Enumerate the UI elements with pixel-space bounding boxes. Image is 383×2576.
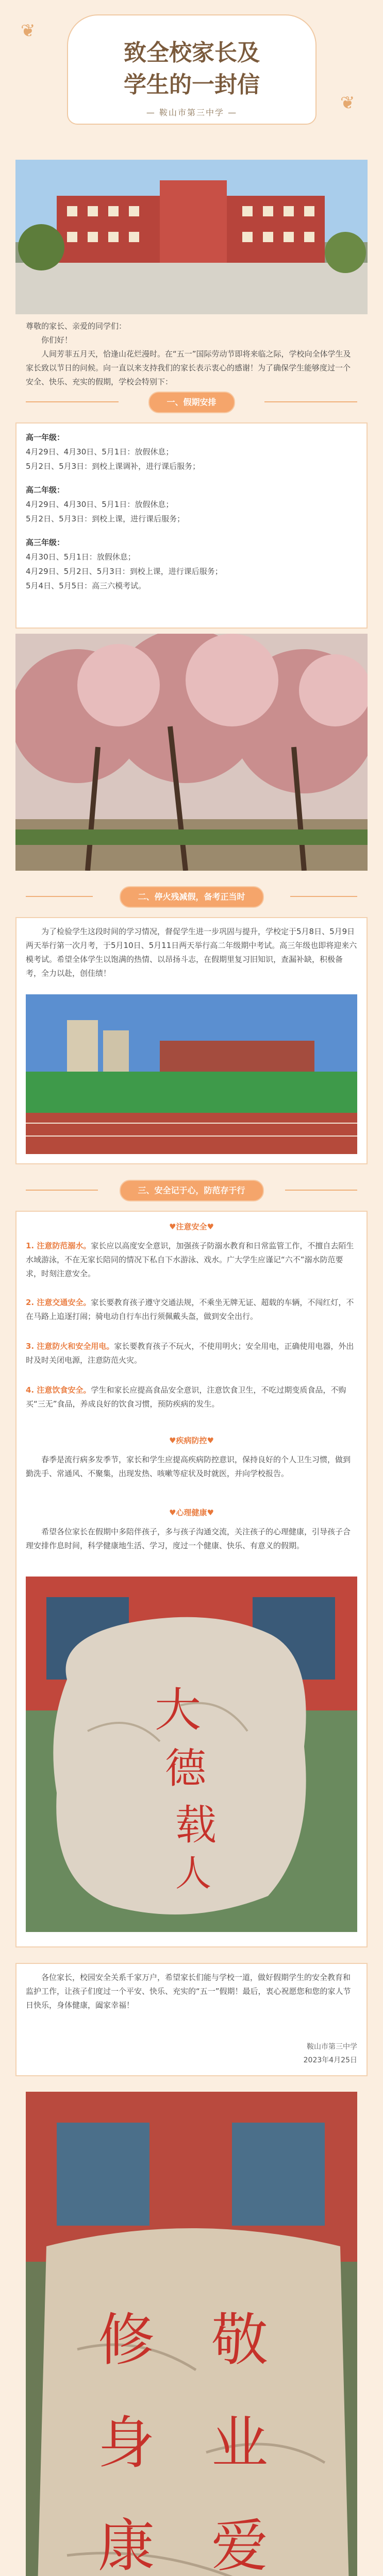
signature-date: 2023年4月25日 <box>303 2056 357 2064</box>
safety-item-4-label: 4. 注意饮食安全。 <box>26 1385 91 1395</box>
grade-1-line-a: 4月29日、4月30日、5月1日：放假休息； <box>26 447 174 456</box>
disease-heading: ♥疾病防控♥ <box>169 1436 214 1445</box>
grade-3-line-c: 5月4日、5月5日：高三六模考试。 <box>26 581 146 590</box>
header <box>0 0 383 155</box>
svg-text:康: 康 <box>98 2513 155 2576</box>
cherry-blossom-photo <box>15 634 368 871</box>
section-header-3 <box>15 1180 368 1200</box>
closing-body: 各位家长，校园安全关系千家万户，希望家长们能与学校一道，做好假期学生的安全教育和监护工作，让孩子们度过一个平安、快乐、充实的“五一”假期！最后，衷心祝愿您和您的家人节日快乐，身体健康，阖家幸福！ <box>26 1973 351 2010</box>
svg-text:身: 身 <box>98 2410 155 2476</box>
svg-text:人: 人 <box>175 1852 211 1894</box>
safety-item-3-label: 3. 注意防火和安全用电。 <box>26 1342 114 1351</box>
grade-3-heading: 高三年级： <box>26 538 65 547</box>
stone-inscription-photo <box>26 1577 357 1932</box>
section-title-3: 三、安全记于心，防范存于行 <box>119 1180 263 1201</box>
intro-body: 人间芳菲五月天，恰逢山花烂漫时。在“五一”国际劳动节即将来临之际，学校向全体学生及家长致以节日的问候。向一直以来支持我们的家长表示衷心的感谢！为了确保学生能够度过一个安全、快乐、充实的假期，学校会特别下： <box>26 349 351 386</box>
divider <box>26 1190 98 1191</box>
divider <box>26 896 93 897</box>
hello: 你们好！ <box>41 335 73 345</box>
svg-text:修: 修 <box>98 2307 155 2373</box>
safety-item-4 <box>26 1383 357 1411</box>
safety-item-4-text: 学生和家长应提高食品安全意识，注意饮食卫生，不吃过期变质食品，不购买“三无”食品，养成良好的饮食习惯，预防疾病的发生。 <box>26 1385 346 1409</box>
schedule-list <box>26 430 357 593</box>
svg-text:业: 业 <box>211 2410 268 2476</box>
stone-motto-photo <box>26 2092 357 2576</box>
section-header-1 <box>15 392 368 412</box>
svg-text:载: 载 <box>175 1801 217 1849</box>
page-title <box>68 15 315 101</box>
title-line-1: 致全校家长及 <box>124 40 260 66</box>
title-card <box>67 14 317 125</box>
safety-item-1-label: 1. 注意防范溺水。 <box>26 1241 91 1250</box>
grade-3-line-a: 4月30日、5月1日：放假休息； <box>26 552 136 562</box>
leaf-icon: ❦ <box>340 93 355 113</box>
divider <box>264 401 357 402</box>
grade-2-line-b: 5月2日、5月3日：到校上课，进行课后服务； <box>26 514 185 523</box>
grade-1-heading: 高一年级： <box>26 433 65 442</box>
divider <box>290 896 357 897</box>
signature-school: 鞍山市第三中学 <box>307 2043 357 2051</box>
section-title-2: 二、停火残减假，备考正当时 <box>119 886 263 908</box>
sports-field-photo <box>26 994 357 1154</box>
exam-body: 为了检验学生这段时间的学习情况，督促学生进一步巩固与提升，学校定于5月8日、5月9日两天举行第一次月考，于5月10日、5月11日两天举行高二年级期中考试。高三年级也即将迎来六模考试。希望全体学生以饱满的热情、以昂扬斗志，在假期里复习旧知识，查漏补缺，积极备考，全力以赴，创佳绩！ <box>26 927 357 978</box>
greeting: 尊敬的家长、亲爱的同学们： <box>26 321 127 331</box>
section-title-1: 一、假期安排 <box>148 392 235 413</box>
mental-heading: ♥心理健康♥ <box>169 1508 214 1517</box>
safety-item-1-text: 家长应以高度安全意识，加强孩子防溺水教育和日常监管工作，不擅自去陌生水域游泳，不在无家长陪同的情况下私自下水游泳、戏水。广大学生应谨记“六不”溺水防范要求，时刻注意安全。 <box>26 1241 354 1278</box>
title-line-2: 学生的一封信 <box>124 72 260 98</box>
safety-item-1 <box>26 1239 357 1281</box>
school-building-photo <box>15 160 368 314</box>
svg-text:爱: 爱 <box>211 2513 268 2576</box>
svg-text:大: 大 <box>155 1683 201 1737</box>
safety-item-3 <box>26 1340 357 1367</box>
grade-3-line-b: 4月29日、5月2日、5月3日：到校上课，进行课后服务； <box>26 567 223 576</box>
disease-text: 春季是流行病多发季节，家长和学生应提高疾病防控意识，保持良好的个人卫生习惯，做到勤洗手、常通风、不聚集，出现发热、咳嗽等症状及时就医，并向学校报告。 <box>26 1455 351 1478</box>
mental-text: 希望各位家长在假期中多陪伴孩子，多与孩子沟通交流，关注孩子的心理健康，引导孩子合理安排作息时间，科学健康地生活、学习，度过一个健康、快乐、有意义的假期。 <box>26 1527 351 1550</box>
grade-2-heading: 高二年级： <box>26 485 65 495</box>
grade-1-line-b: 5月2日、5月3日：到校上课调补，进行课后服务； <box>26 462 201 471</box>
grade-2-line-a: 4月29日、4月30日、5月1日：放假休息； <box>26 500 174 509</box>
signature <box>304 2040 357 2067</box>
divider <box>26 401 119 402</box>
safety-item-3-text: 家长要教育孩子不玩火，不使用明火；安全用电，正确使用电器，外出时及时关闭电源，注意防范火灾。 <box>26 1342 354 1365</box>
page-subtitle: — 鞍山市第三中学 — <box>146 108 238 117</box>
divider <box>285 1190 357 1191</box>
leaf-icon: ❦ <box>21 21 36 41</box>
safety-item-2-label: 2. 注意交通安全。 <box>26 1298 91 1307</box>
section-header-2 <box>15 886 368 907</box>
svg-text:德: 德 <box>165 1744 206 1792</box>
svg-text:敬: 敬 <box>211 2307 268 2373</box>
safety-heading: ♥注意安全♥ <box>169 1222 214 1231</box>
safety-item-2-text: 家长要教育孩子遵守交通法规，不乘坐无牌无证、超载的车辆，不闯红灯，不在马路上追逐打闹；骑电动自行车出行须佩戴头盔，做到安全出行。 <box>26 1298 354 1321</box>
safety-item-2 <box>26 1296 357 1324</box>
